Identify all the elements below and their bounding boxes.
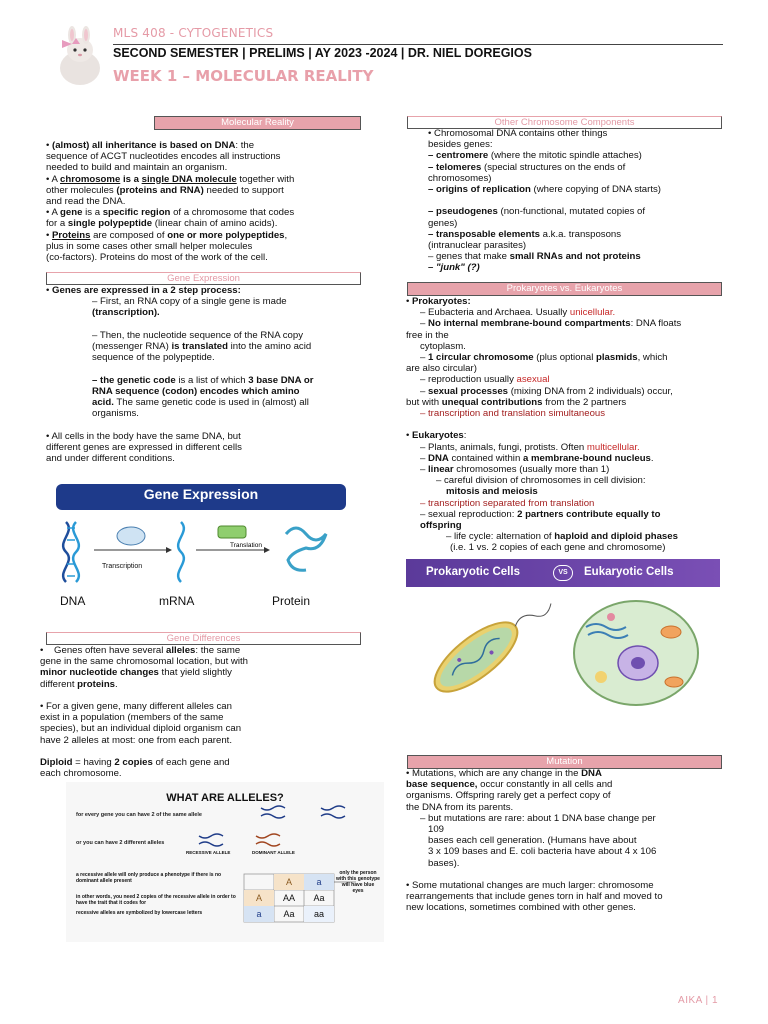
alleles-note2: in other words, you need 2 copies of the recessive allele in order to have the trait that it codes for xyxy=(76,894,236,906)
header-subtitle: SECOND SEMESTER | PRELIMS | AY 2023 -2024 | DR. NIEL DOREGIOS xyxy=(113,46,532,60)
molecular-reality-text: • (almost) all inheritance is based on DNA: the sequence of ACGT nucleotides encodes all instructions needed to build and maintain an organism. • A chromosome is a single DNA molecule together with other molecules (proteins and RNA) needed to support and read the DNA. • A gene is a specific region of a chromosome that codes for a single polypeptide (linear chain of amino acids). • Proteins are composed of one or more polypeptides, plus in some cases other small helper molecules (co-factors). Proteins do most of the work of the cell. xyxy=(46,140,295,264)
transcription-label: Transcription xyxy=(102,563,143,570)
gene-differences-text: • Genes often have several alleles: the same gene in the same chromosomal location, but with minor nucleotide changes that yield slightly different proteins. • For a given gene, many different alleles can exist in a population (members of the same species), but an individual diploid organism can have 2 alleles at most: one from each parent. Diploid = having 2 copies of each gene and each chromosome. xyxy=(40,645,248,780)
alleles-note1: a recessive allele will only produce a phenotype if there is no dominant allele present xyxy=(76,872,222,884)
eukaryotic-title: Eukaryotic Cells xyxy=(584,566,674,578)
dna-label: DNA xyxy=(60,594,86,608)
dominant-allele-label: DOMINANT ALLELE xyxy=(252,850,295,855)
grid-row2-c2: aa xyxy=(313,909,324,919)
translation-label: Translation xyxy=(230,542,262,549)
vs-badge: VS xyxy=(553,565,573,581)
mrna-label: mRNA xyxy=(159,594,195,608)
grid-row1-c1: AA xyxy=(282,893,295,903)
section-header-mutation: Mutation xyxy=(407,755,722,769)
alleles-figure xyxy=(66,782,384,942)
gene-expression-figure xyxy=(46,478,351,620)
mutation-text: • Mutations, which are any change in the DNA base sequence, occur constantly in all cells and organisms. Offspring rarely get a perfect copy of the DNA from its parents. – but mutations are rare: about 1 DNA base change per 109 bases each cell generation. (Humans have about 3 x 109 bases and E. coli bacteria have about 4 x 106 bases). • Some mutational changes are much larger: chromosome rearrangements that include genes torn in half and moved to new locations, sometimes combined with other genes. xyxy=(406,768,663,914)
section-header-gene-expression: Gene Expression xyxy=(46,272,361,285)
grid-head-A: A xyxy=(285,877,292,887)
section-header-gene-differences: Gene Differences xyxy=(46,632,361,645)
other-components-text: • Chromosomal DNA contains other things besides genes: – centromere (where the mitotic spindle attaches) – telomeres (special structures on the ends of chromosomes) – origins of replication (where copying of DNA starts) – pseudogenes (non-functional, mutated copies of genes) – transposable elements a.k.a. transposons (intranuclear parasites) – genes that make small RNAs and not proteins – "junk" (?) xyxy=(428,128,661,274)
alleles-callout: only the person with this genotype will have blue eyes xyxy=(336,870,380,894)
prok-vs-euk-text: • Prokaryotes: – Eubacteria and Archaea. Usually unicellular. – No internal membrane-bound compartments: DNA floats free in the cytoplasm. – 1 circular chromosome (plus optional plasmids, which are also circular) – reproduction usually asexual – sexual processes (mixing DNA from 2 individuals) occur, but with unequal contributions from the 2 partners – transcription and translation simultaneous • Eukaryotes: – Plants, animals, fungi, protists. Often multicellular. – DNA contained within a membrane-bound nucleus. – linear chromosomes (usually more than 1) – careful division of chromosomes in cell division: mitosis and meiosis – transcription separated from translation – sexual reproduction: 2 partners contribute equally to offspring – life cycle: alternation of haploid and diploid phases (i.e. 1 vs. 2 copies of each gene and chromosome) xyxy=(406,296,682,554)
week-title: WEEK 1 – MOLECULAR REALITY xyxy=(113,67,374,85)
section-header-other-components: Other Chromosome Components xyxy=(407,116,722,129)
header-divider xyxy=(113,44,723,45)
alleles-title: WHAT ARE ALLELES? xyxy=(166,792,284,804)
bunny-logo xyxy=(50,26,108,88)
grid-head-a: a xyxy=(316,877,322,887)
protein-label: Protein xyxy=(272,594,311,608)
gene-expression-title: Gene Expression xyxy=(143,486,259,502)
prokaryotic-title: Prokaryotic Cells xyxy=(426,566,520,578)
cells-figure xyxy=(406,559,720,723)
recessive-allele-label: RECESSIVE ALLELE xyxy=(186,850,231,855)
page-footer: AIKA | 1 xyxy=(678,995,718,1006)
grid-row1-c2: Aa xyxy=(313,893,325,903)
gene-expression-text: • Genes are expressed in a 2 step process: – First, an RNA copy of a single gene is made (transcription). – Then, the nucleotide sequence of the RNA copy (messenger RNA) is translated into the amino acid sequence of the polypeptide. – the genetic code is a list of which 3 base DNA or RNA sequence (codon) encodes which amino acid. The same genetic code is used in (almost) all organisms. • All cells in the body have the same DNA, but different genes are expressed in different cells and under different conditions. xyxy=(46,285,314,465)
alleles-line2: or you can have 2 different alleles xyxy=(76,840,165,846)
alleles-line1: for every gene you can have 2 of the same allele xyxy=(76,812,202,818)
alleles-note3: recessive alleles are symbolized by lowercase letters xyxy=(76,910,203,916)
grid-row2-label: a xyxy=(256,909,262,919)
section-header-molecular-reality: Molecular Reality xyxy=(154,116,361,130)
section-header-prok-vs-euk: Prokaryotes vs. Eukaryotes xyxy=(407,282,722,296)
course-title: MLS 408 - CYTOGENETICS xyxy=(113,26,274,40)
grid-row2-c1: Aa xyxy=(283,909,295,919)
grid-row1-label: A xyxy=(255,893,262,903)
